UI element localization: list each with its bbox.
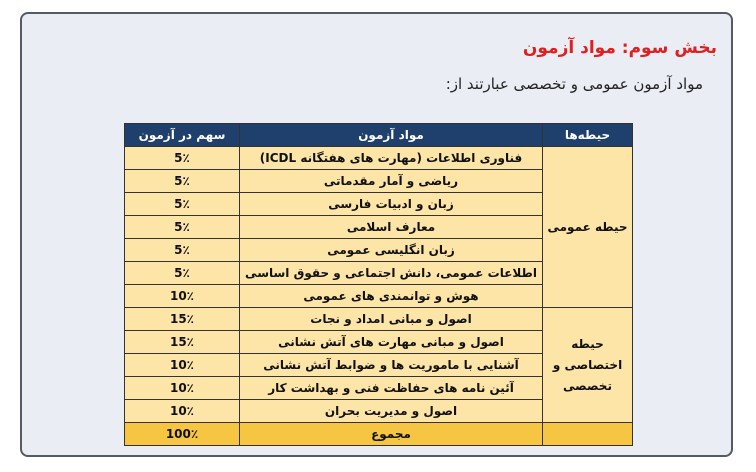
section-subtitle: مواد آزمون عمومی و تخصصی عبارتند از: <box>445 75 703 93</box>
section-title: بخش سوم: مواد آزمون <box>522 38 717 58</box>
subject-cell: زبان انگلیسی عمومی <box>240 239 543 262</box>
subject-cell: اصول و مبانی امداد و نجات <box>240 308 543 331</box>
content-card <box>20 12 733 457</box>
subject-cell: ریاضی و آمار مقدماتی <box>240 170 543 193</box>
total-label: مجموع <box>240 423 543 446</box>
table-total-row <box>125 423 633 446</box>
share-cell: 15٪ <box>125 331 240 354</box>
header-category: حیطه‌ها <box>543 124 633 147</box>
share-cell: 5٪ <box>125 193 240 216</box>
subject-cell: معارف اسلامی <box>240 216 543 239</box>
total-share: 100٪ <box>125 423 240 446</box>
share-cell: 5٪ <box>125 216 240 239</box>
table-row <box>125 147 633 170</box>
share-cell: 5٪ <box>125 170 240 193</box>
subject-cell: فناوری اطلاعات (مهارت های هفتگانه ICDL) <box>240 147 543 170</box>
table-header-row <box>125 124 633 147</box>
share-cell: 15٪ <box>125 308 240 331</box>
table-row <box>125 308 633 331</box>
subject-cell: هوش و توانمندی های عمومی <box>240 285 543 308</box>
subject-cell: زبان و ادبیات فارسی <box>240 193 543 216</box>
share-cell: 10٪ <box>125 377 240 400</box>
share-cell: 5٪ <box>125 239 240 262</box>
category-general: حیطه عمومی <box>543 147 633 308</box>
total-empty-cell <box>543 423 633 446</box>
share-cell: 10٪ <box>125 354 240 377</box>
share-cell: 10٪ <box>125 285 240 308</box>
subject-cell: اصول و مبانی مهارت های آتش نشانی <box>240 331 543 354</box>
exam-subjects-table <box>124 123 633 446</box>
header-share: سهم در آزمون <box>125 124 240 147</box>
subject-cell: اطلاعات عمومی، دانش اجتماعی و حقوق اساسی <box>240 262 543 285</box>
share-cell: 5٪ <box>125 147 240 170</box>
subject-cell: آشنایی با ماموریت ها و ضوابط آتش نشانی <box>240 354 543 377</box>
subject-cell: آئین نامه های حفاظت فنی و بهداشت کار <box>240 377 543 400</box>
share-cell: 5٪ <box>125 262 240 285</box>
category-specialized: حیطه اختصاصی و تخصصی <box>543 308 633 423</box>
share-cell: 10٪ <box>125 400 240 423</box>
header-subject: مواد آزمون <box>240 124 543 147</box>
subject-cell: اصول و مدیریت بحران <box>240 400 543 423</box>
